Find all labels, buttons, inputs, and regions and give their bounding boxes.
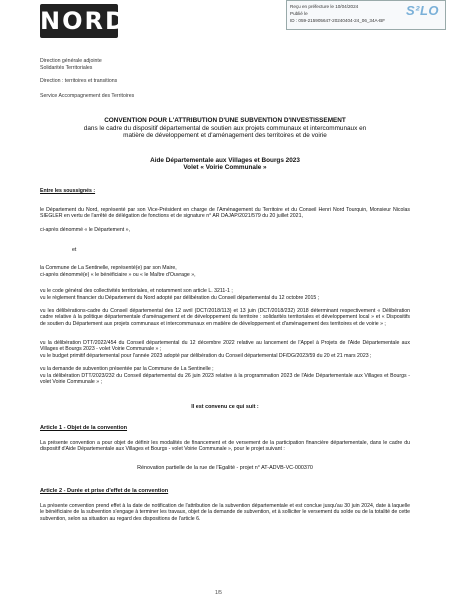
consideration-2: vu le règlement financier du Département du Nord adopté par délibération du Conseil départemental du 12 octobre 2015 ; [40, 295, 320, 301]
consideration-4: vu la délibération DTT/2022/454 du Conseil départemental du 12 décembre 2022 relative au lancement de l'Appel à Projets de l'Aide Départementale aux Villages et Bourgs 2023 - volet Voirie Communale » ; [40, 340, 410, 353]
department-logo: NORD [40, 4, 118, 38]
consideration-5: vu le budget primitif départemental pour l'année 2023 adopté par délibération du Conseil départemental DF/DG/2023/59 du 20 et 21 mars 2023 ; [40, 353, 372, 359]
convention-subtitle-1: dans le cadre du dispositif départemental de soutien aux projets communaux et intercommunaux en [83, 125, 367, 132]
dept-line-3: Direction : territoires et transitions [40, 78, 118, 84]
party-department-alias: ci-après dénommé « le Département », [40, 227, 130, 233]
article-1-title: Article 1 - Objet de la convention [40, 425, 128, 431]
article-2-title: Article 2 - Durée et prise d'effet de la convention [40, 488, 169, 494]
dept-line-4: Service Accompagnement des Territoires [40, 93, 135, 99]
consideration-7: vu la délibération DTT/2023/232 du Conseil départemental du 26 juin 2023 relative à la programmation 2023 de l'Aide Départementale aux Villages et Bourgs - volet Voirie Communale » ; [40, 373, 410, 386]
and-word: et [72, 247, 77, 253]
stamp-id-line: ID : 059-215905647-20240404-24_06_34A-BF [290, 18, 386, 23]
party-commune-alias: ci-après dénommé(e) « le bénéficiaire » ou « le Maître d'Ouvrage », [40, 272, 196, 278]
party-department: le Département du Nord, représenté par son Vice-Président en charge de l'Aménagement du Territoire et du Conseil Henri Nord Tourquin, Monsieur Nicolas SIEGLER en vertu de l'arrêté de délégation de fonctions et de signature n° AR DAJAP/2021/579 du 20 juillet 2021, [40, 207, 410, 220]
agreement-heading: Il est convenu ce qui suit : [191, 404, 259, 410]
stamp-published-line: Publié le [290, 11, 308, 16]
prefecture-stamp [286, 0, 446, 30]
convention-subtitle-2: matière de développement et d'aménagement des territoires et de voirie [123, 132, 327, 139]
party-commune: la Commune de La Sentinelle, représenté(e) par son Maire, [40, 265, 177, 271]
parties-heading: Entre les soussignés : [40, 188, 96, 194]
page-number: 1/5 [215, 590, 222, 596]
slo-logo: S²LO [405, 3, 439, 18]
consideration-6: vu la demande de subvention présentée par la Commune de La Sentinelle ; [40, 366, 214, 372]
article-1-project: Rénovation partielle de la rue de l'Egalité - projet n° AT-ADVB-VC-000370 [137, 465, 313, 471]
program-title: Aide Départementale aux Villages et Bourgs 2023 [150, 157, 300, 164]
dept-line-2: Solidarités Territoriales [40, 65, 93, 71]
program-volet: Volet « Voirie Communale » [183, 164, 267, 171]
article-2-text: La présente convention prend effet à la date de notification de l'attribution de la subvention départementale et est conclue jusqu'au 30 juin 2024, date à laquelle le bénéficiaire de la subvention s'engage à terminer les travaux, objet de la demande de subvention, et à solliciter le versement du solde ou de la totalité de cette subvention, selon sa situation au regard des dispositions de l'article 6. [40, 503, 410, 522]
consideration-3: vu les délibérations-cadre du Conseil départemental des 12 avril (DCT/2018/113) et 13 juin (DCT/2018/232) 2018 déterminant respectivement « Délibération cadre relative à la politique départementale d'aménagement et de développement du territoire : solidarités territoriales et développement local » et « Dispositifs de soutien du Département aux projets communaux et intercommunaux en matière de développement et d'aménagement des territoires et de voirie » ; [40, 308, 410, 327]
stamp-received-line: Reçu en préfecture le 10/04/2024 [290, 4, 359, 9]
article-1-text: La présente convention a pour objet de définir les modalités de financement et de versement de la participation financière départementale, dans le cadre du dispositif d'Aide Départementale aux Villages et Bourgs - volet Voirie Communale », pour le projet suivant : [40, 440, 410, 453]
convention-title: CONVENTION POUR L'ATTRIBUTION D'UNE SUBVENTION D'INVESTISSEMENT [104, 117, 346, 124]
dept-line-1: Direction générale adjointe [40, 58, 102, 64]
consideration-1: vu le code général des collectivités territoriales, et notamment son article L. 3211-1 ; [40, 288, 233, 294]
